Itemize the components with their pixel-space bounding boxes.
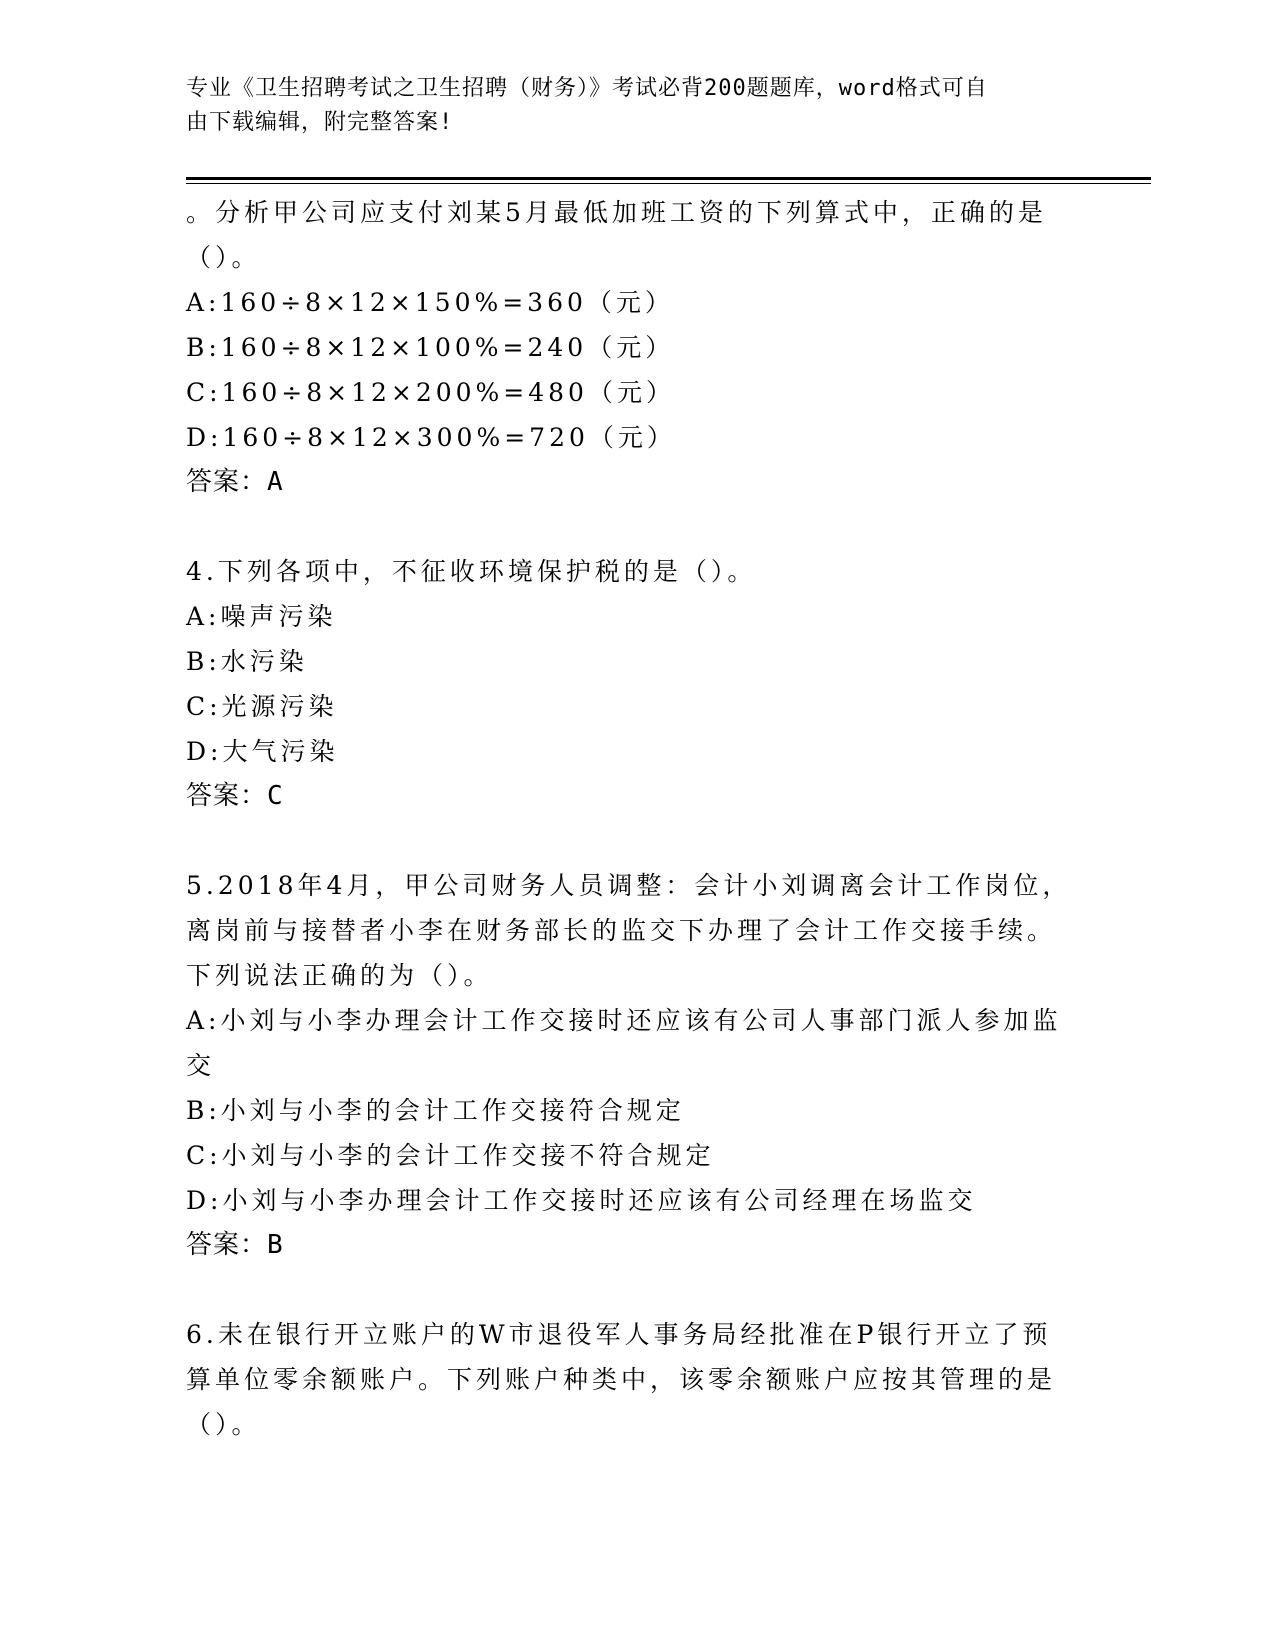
answer-label: 答案：C — [186, 781, 284, 811]
option-c: C:小刘与小李的会计工作交接不符合规定 — [186, 1141, 715, 1170]
option-a: A:160÷8×12×150%=360（元） — [186, 288, 674, 317]
header-title-line-1: 专业《卫生招聘考试之卫生招聘（财务）》考试必背200题题库，word格式可自 — [186, 76, 988, 101]
header-divider-thin — [186, 183, 1151, 184]
spacer — [186, 1268, 1086, 1312]
question-stem-line: 离岗前与接替者小李在财务部长的监交下办理了会计工作交接手续。 — [186, 916, 1057, 945]
option-a-continued: 交 — [186, 1051, 216, 1080]
answer-label: 答案：A — [186, 467, 284, 497]
option-c: C:160÷8×12×200%=480（元） — [186, 378, 675, 407]
option-b: B:160÷8×12×100%=240（元） — [186, 333, 675, 362]
question-stem-line: 算单位零余额账户。下列账户种类中，该零余额账户应按其管理的是 — [186, 1365, 1057, 1394]
question-4 — [186, 549, 1086, 819]
question-stem-line: 6.未在银行开立账户的W市退役军人事务局经批准在P银行开立了预 — [186, 1320, 1052, 1349]
question-stem-line: 下列说法正确的为（）。 — [186, 961, 493, 990]
question-stem: 4.下列各项中，不征收环境保护税的是（）。 — [186, 557, 757, 586]
document-header — [186, 72, 1066, 140]
spacer — [186, 819, 1086, 863]
option-b: B:小刘与小李的会计工作交接符合规定 — [186, 1096, 685, 1125]
option-a: A:小刘与小李办理会计工作交接时还应该有公司人事部门派人参加监 — [186, 1006, 1062, 1035]
question-stem-line: （）。 — [186, 1410, 261, 1439]
option-b: B:水污染 — [186, 647, 308, 676]
option-d: D:小刘与小李办理会计工作交接时还应该有公司经理在场监交 — [186, 1186, 977, 1215]
option-a: A:噪声污染 — [186, 602, 337, 631]
question-6 — [186, 1312, 1086, 1447]
header-title-line-2: 由下载编辑，附完整答案! — [186, 110, 454, 135]
question-stem-line: （）。 — [186, 243, 261, 272]
header-divider-thick — [186, 177, 1151, 180]
question-3 — [186, 190, 1086, 505]
option-c: C:光源污染 — [186, 692, 338, 721]
question-stem-line: 5.2018年4月，甲公司财务人员调整：会计小刘调离会计工作岗位， — [186, 871, 1072, 900]
option-d: D:160÷8×12×300%=720（元） — [186, 423, 676, 452]
question-5 — [186, 863, 1086, 1268]
question-list — [186, 190, 1086, 1447]
option-d: D:大气污染 — [186, 737, 339, 766]
question-stem-line: 。分析甲公司应支付刘某5月最低加班工资的下列算式中，正确的是 — [186, 198, 1047, 227]
spacer — [186, 505, 1086, 549]
answer-label: 答案：B — [186, 1230, 284, 1260]
